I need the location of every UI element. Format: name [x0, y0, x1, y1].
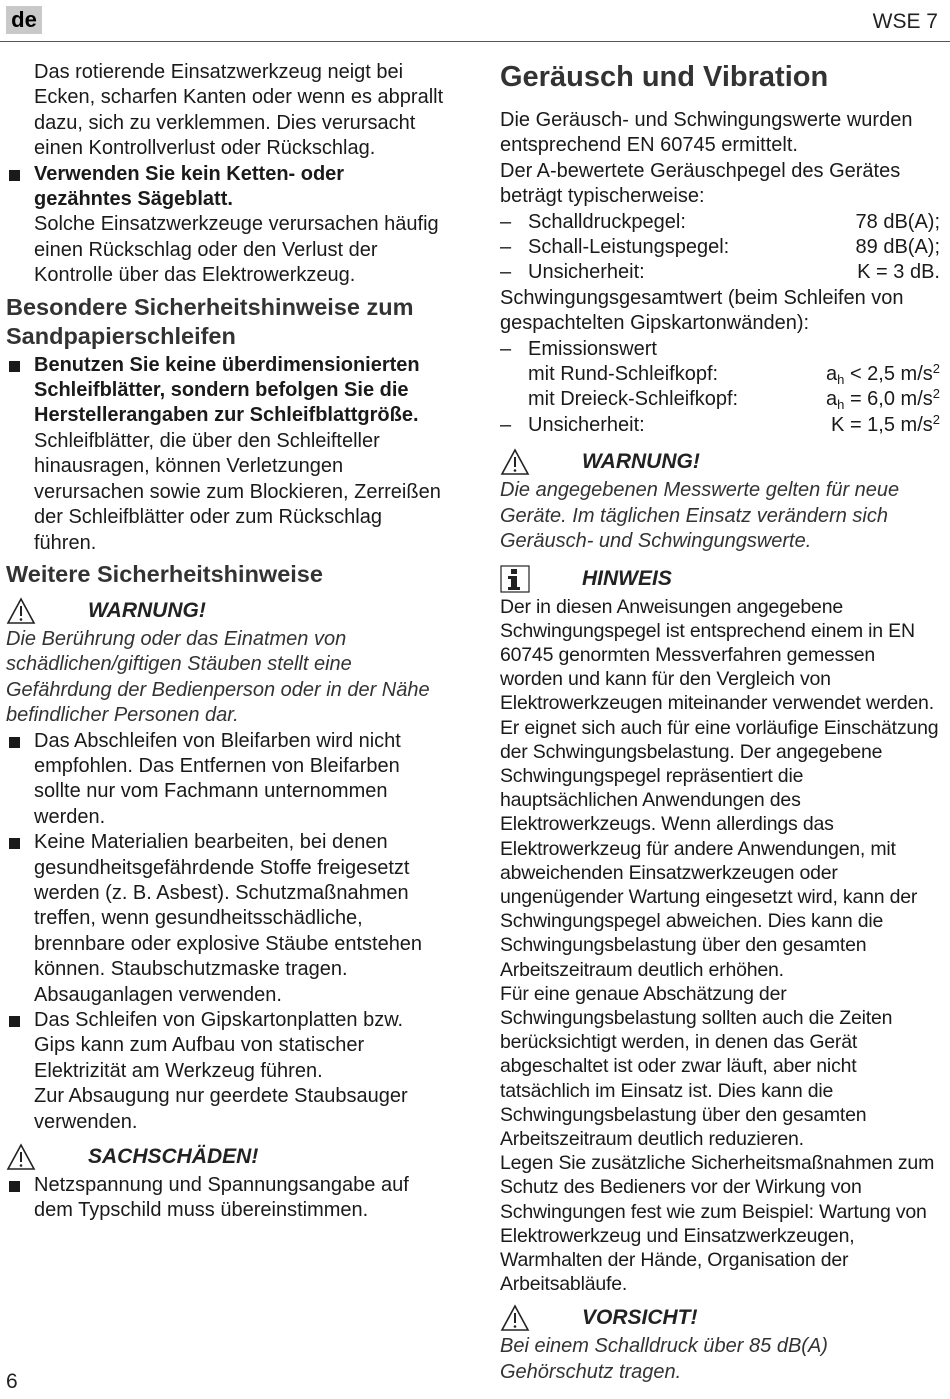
bullet-hazardous-materials: Keine Materialien bearbeiten, bei denen gesundheitsgefährdende Stoffe freigesetzt werden (z. B. Asbest). Schutzmaßnahmen treffen, wenn gesundheitsschädliche, brennbare oder explosive Stäube entstehen können. Staubschutzmaske tragen. Absauganlagen verwenden. — [6, 830, 444, 1008]
noise-intro: Die Geräusch- und Schwingungswerte wurden entsprechend EN 60745 ermittelt. — [500, 109, 913, 157]
bullet-chain-saw-heading: Verwenden Sie kein Ketten- oder gezähntes Sägeblatt. — [6, 162, 444, 213]
notice-label: HINWEIS — [582, 566, 672, 590]
noise-level-intro: Der A-bewertete Geräuschpegel des Gerätes beträgt typischerweise: — [500, 159, 901, 208]
bullet-drywall: Das Schleifen von Gipskartonplatten bzw. Gips kann zum Aufbau von statischer Elektrizität am Werkzeug führen. — [6, 1008, 444, 1084]
sound-power-row: – Schall-Leistungspegel: 89 dB(A); — [500, 235, 940, 260]
warning-triangle-icon — [500, 1304, 530, 1332]
round-head-row — [500, 362, 940, 387]
sound-power-value: 89 dB(A); — [855, 236, 940, 259]
page-number: 6 — [6, 1370, 18, 1393]
heading-sandpaper: Besondere Sicherheitshinweise zum Sandpapierschleifen — [6, 293, 414, 349]
triangle-head-label: mit Dreieck-Schleifkopf: — [528, 388, 739, 411]
uncertainty-value: K = 3 dB. — [857, 261, 940, 284]
warning-label: WARNUNG! — [582, 450, 700, 474]
notice-row — [500, 563, 940, 595]
sound-power-label: Schall-Leistungspegel: — [528, 236, 730, 259]
caution-row — [500, 1302, 940, 1334]
bullet-sandpaper-text: Schleifblätter, die über den Schleifteller hinausragen, können Verletzungen verursachen sowie zum Blockieren, Zerreißen der Schleifblätter oder zum Rückschlag führen. — [34, 429, 441, 554]
bullet-mains-voltage: Netzspannung und Spannungsangabe auf dem Typschild muss übereinstimmen. — [6, 1173, 444, 1224]
right-column — [500, 60, 940, 1385]
warning-row — [500, 446, 940, 478]
property-damage-label: SACHSCHÄDEN! — [88, 1145, 259, 1169]
vibration-uncertainty-value: K = 1,5 $m/s^2$ — [831, 411, 940, 436]
info-icon — [500, 565, 530, 593]
uncertainty-row: – Unsicherheit: K = 3 dB. — [500, 260, 940, 285]
notice-paragraph-2: Für eine genaue Abschätzung der Schwingungsbelastung sollten auch die Zeiten berücksichtigt werden, in denen das Gerät abgeschaltet ist oder zwar läuft, aber nicht tatsächlich im Einsatz ist. Dies kann die Schwingungsbelastung über den gesamten Arbeitszeitraum deutlich reduzieren. — [500, 982, 893, 1150]
heading-further-safety: Weitere Sicherheitshinweise — [6, 560, 323, 587]
emission-label: Emissionswert — [528, 337, 657, 360]
left-column — [6, 60, 444, 1224]
caution-label: VORSICHT! — [582, 1306, 698, 1330]
warning-triangle-icon — [6, 597, 36, 625]
warning-text: Die Berührung oder das Einatmen von schädlichen/giftigen Stäuben stellt eine Gefährdung der Bedienperson oder in der Nähe befindlicher Personen dar. — [6, 627, 430, 727]
vibration-intro: Schwingungsgesamtwert (beim Schleifen von gespachtelten Gipskartonwänden): — [500, 286, 904, 335]
section-title: Geräusch und Vibration — [500, 61, 829, 93]
notice-paragraph-1: Der in diesen Anweisungen angegebene Schwingungspegel ist entsprechend einem in EN 60745 genormten Messverfahren gemessen worden und kann für den Vergleich von Elektrowerkzeugen miteinander verwendet werden. Er eignet sich auch für eine vorläufige Einschätzung der Schwingungsbelastung. Der angegebene Schwingungspegel repräsentiert die hauptsächlichen Anwendungen des Elektrowerkzeugs. Wenn allerdings das Elektrowerkzeug für andere Anwendungen, mit abweichenden Einsatzwerkzeugen oder ungenügender Wartung eingesetzt wird, kann der Schwingungspegel abweichen. Dies kann die Schwingungsbelastung über den gesamten Arbeitszeitraum deutlich erhöhen. — [500, 595, 939, 981]
sound-pressure-value: 78 dB(A); — [855, 210, 940, 233]
uncertainty-label: Unsicherheit: — [528, 261, 645, 284]
drywall-extraction-note: Zur Absaugung nur geerdete Staubsauger verwenden. — [34, 1085, 408, 1133]
bullet-sandpaper-heading: Benutzen Sie keine überdimensionierten Schleifblätter, sondern befolgen Sie die Herstellerangaben zur Schleifblattgröße. — [6, 353, 444, 429]
notice-paragraph-3: Legen Sie zusätzliche Sicherheitsmaßnahmen zum Schutz des Bedieners vor der Wirkung von Schwingungen fest wie zum Beispiel: Wartung von Elektrowerkzeug und Einsatzwerkzeugen, Warmhalten der Hände, Organisation der Arbeitsabläufe. — [500, 1152, 935, 1296]
sound-pressure-row: – Schalldruckpegel: 78 dB(A); — [500, 210, 940, 235]
bullet-chain-saw-text: Solche Einsatzwerkzeuge verursachen häufig einen Rückschlag oder den Verlust der Kontrolle über das Elektrowerkzeug. — [34, 213, 439, 287]
warning-label: WARNUNG! — [88, 598, 206, 622]
warning-triangle-icon — [500, 448, 530, 476]
warning-row — [6, 595, 444, 627]
caution-text: Bei einem Schalldruck über 85 dB(A) Gehörschutz tragen. — [500, 1335, 828, 1383]
vibration-uncertainty-row: – Unsicherheit: K = 1,5 $m/s^2$ — [500, 413, 940, 438]
sound-pressure-label: Schalldruckpegel: — [528, 210, 686, 233]
triangle-head-row — [500, 387, 940, 412]
round-head-label: mit Rund-Schleifkopf: — [528, 363, 719, 386]
vibration-uncertainty-label: Unsicherheit: — [528, 413, 645, 436]
triangle-head-value: $a_h = 6,0$ $m/s^2$ — [826, 386, 940, 413]
damage-warning-row — [6, 1141, 444, 1173]
header-divider — [0, 41, 950, 42]
bullet-lead-paint: Das Abschleifen von Bleifarben wird nicht empfohlen. Das Entfernen von Bleifarben sollte nur vom Fachmann unternommen werden. — [6, 729, 444, 831]
warning-text: Die angegebenen Messwerte gelten für neue Geräte. Im täglichen Einsatz verändern sich Geräusch- und Schwingungswerte. — [500, 479, 900, 553]
warning-triangle-icon — [6, 1143, 36, 1171]
language-badge: de — [6, 6, 42, 34]
model-name: WSE 7 — [872, 10, 938, 33]
round-head-value: $a_h < 2,5$ $m/s^2$ — [826, 361, 940, 388]
intro-paragraph: Das rotierende Einsatzwerkzeug neigt bei Ecken, scharfen Kanten oder wenn es abprallt dazu, sich zu verklemmen. Dies verursacht einen Kontrollverlust oder Rückschlag. — [34, 61, 444, 160]
emission-row: – Emissionswert — [500, 337, 940, 362]
notice-body — [500, 595, 940, 1297]
